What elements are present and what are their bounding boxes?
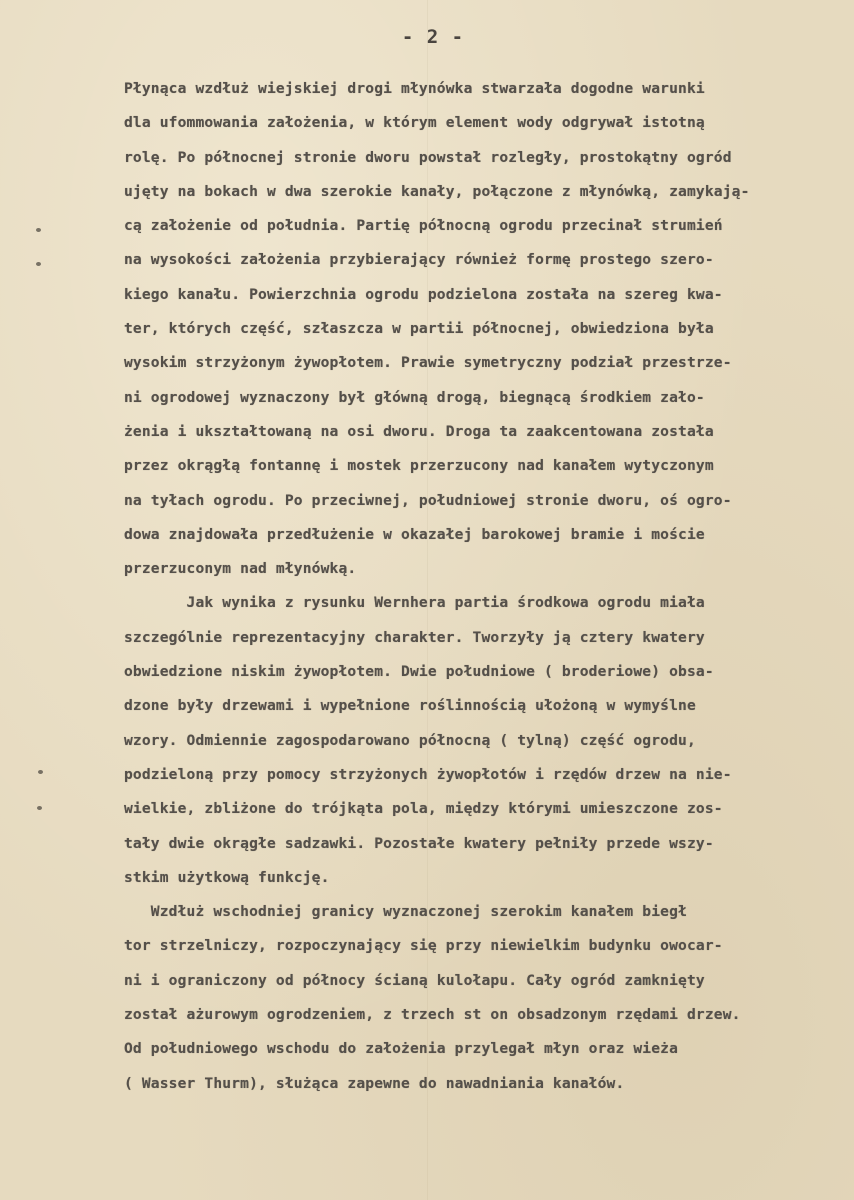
text-line: na tyłach ogrodu. Po przeciwnej, południowej stronie dworu, oś ogro- <box>124 491 732 509</box>
text-line: ni i ograniczony od północy ścianą kulołapu. Cały ogród zamknięty <box>124 971 705 989</box>
text-line: ( Wasser Thurm), służąca zapewne do nawadniania kanałów. <box>124 1074 625 1092</box>
text-line: cą założenie od południa. Partię północną ogrodu przecinał strumień <box>124 217 723 235</box>
text-line: ni ogrodowej wyznaczony był główną drogą, biegnącą środkiem zało- <box>124 388 705 406</box>
text-line: dla ufommowania założenia, w którym element wody odgrywał istotną <box>124 114 705 132</box>
text-line: tały dwie okrągłe sadzawki. Pozostałe kwatery pełniły przede wszy- <box>124 834 714 852</box>
text-line: obwiedzione niskim żywopłotem. Dwie południowe ( broderiowe) obsa- <box>124 663 714 681</box>
text-line: dowa znajdowała przedłużenie w okazałej barokowej bramie i moście <box>124 525 705 543</box>
margin-speck <box>37 806 42 810</box>
text-line: kiego kanału. Powierzchnia ogrodu podzielona została na szereg kwa- <box>124 285 723 303</box>
text-line: przerzuconym nad młynówką. <box>124 560 357 578</box>
text-line: na wysokości założenia przybierający również formę prostego szero- <box>124 251 714 269</box>
text-line: Jak wynika z rysunku Wernhera partia środkowa ogrodu miała <box>124 594 705 612</box>
text-line: Wzdłuż wschodniej granicy wyznaczonej szerokim kanałem biegł <box>124 903 687 921</box>
body-text <box>124 72 824 1101</box>
text-line: stkim użytkową funkcję. <box>124 868 330 886</box>
text-line: dzone były drzewami i wypełnione roślinnością ułożoną w wymyślne <box>124 697 696 715</box>
margin-speck <box>36 262 41 266</box>
text-line: przez okrągłą fontannę i mostek przerzucony nad kanałem wytyczonym <box>124 457 714 475</box>
text-line: został ażurowym ogrodzeniem, z trzech st on obsadzonym rzędami drzew. <box>124 1006 741 1024</box>
text-line: Płynąca wzdłuż wiejskiej drogi młynówka stwarzała dogodne warunki <box>124 80 705 97</box>
page-number: - 2 - <box>401 26 465 48</box>
margin-speck <box>36 228 41 232</box>
text-line: Od południowego wschodu do założenia przylegał młyn oraz wieża <box>124 1040 679 1058</box>
text-line: wielkie, zbliżone do trójkąta pola, między którymi umieszczone zos- <box>124 800 723 818</box>
text-line: wzory. Odmiennie zagospodarowano północną ( tylną) część ogrodu, <box>124 731 696 749</box>
text-line: ter, których część, szłaszcza w partii północnej, obwiedziona była <box>124 320 714 338</box>
text-line: rolę. Po północnej stronie dworu powstał rozległy, prostokątny ogród <box>124 148 732 166</box>
text-line: podzieloną przy pomocy strzyżonych żywopłotów i rzędów drzew na nie- <box>124 765 732 783</box>
text-line: wysokim strzyżonym żywopłotem. Prawie symetryczny podział przestrze- <box>124 354 732 372</box>
text-line: szczególnie reprezentacyjny charakter. Tworzyły ją cztery kwatery <box>124 628 705 646</box>
text-line: ujęty na bokach w dwa szerokie kanały, połączone z młynówką, zamykają- <box>124 182 750 200</box>
margin-speck <box>38 770 43 774</box>
text-line: tor strzelniczy, rozpoczynający się przy niewielkim budynku owocar- <box>124 937 723 955</box>
text-line: żenia i ukształtowaną na osi dworu. Droga ta zaakcentowana została <box>124 422 714 440</box>
